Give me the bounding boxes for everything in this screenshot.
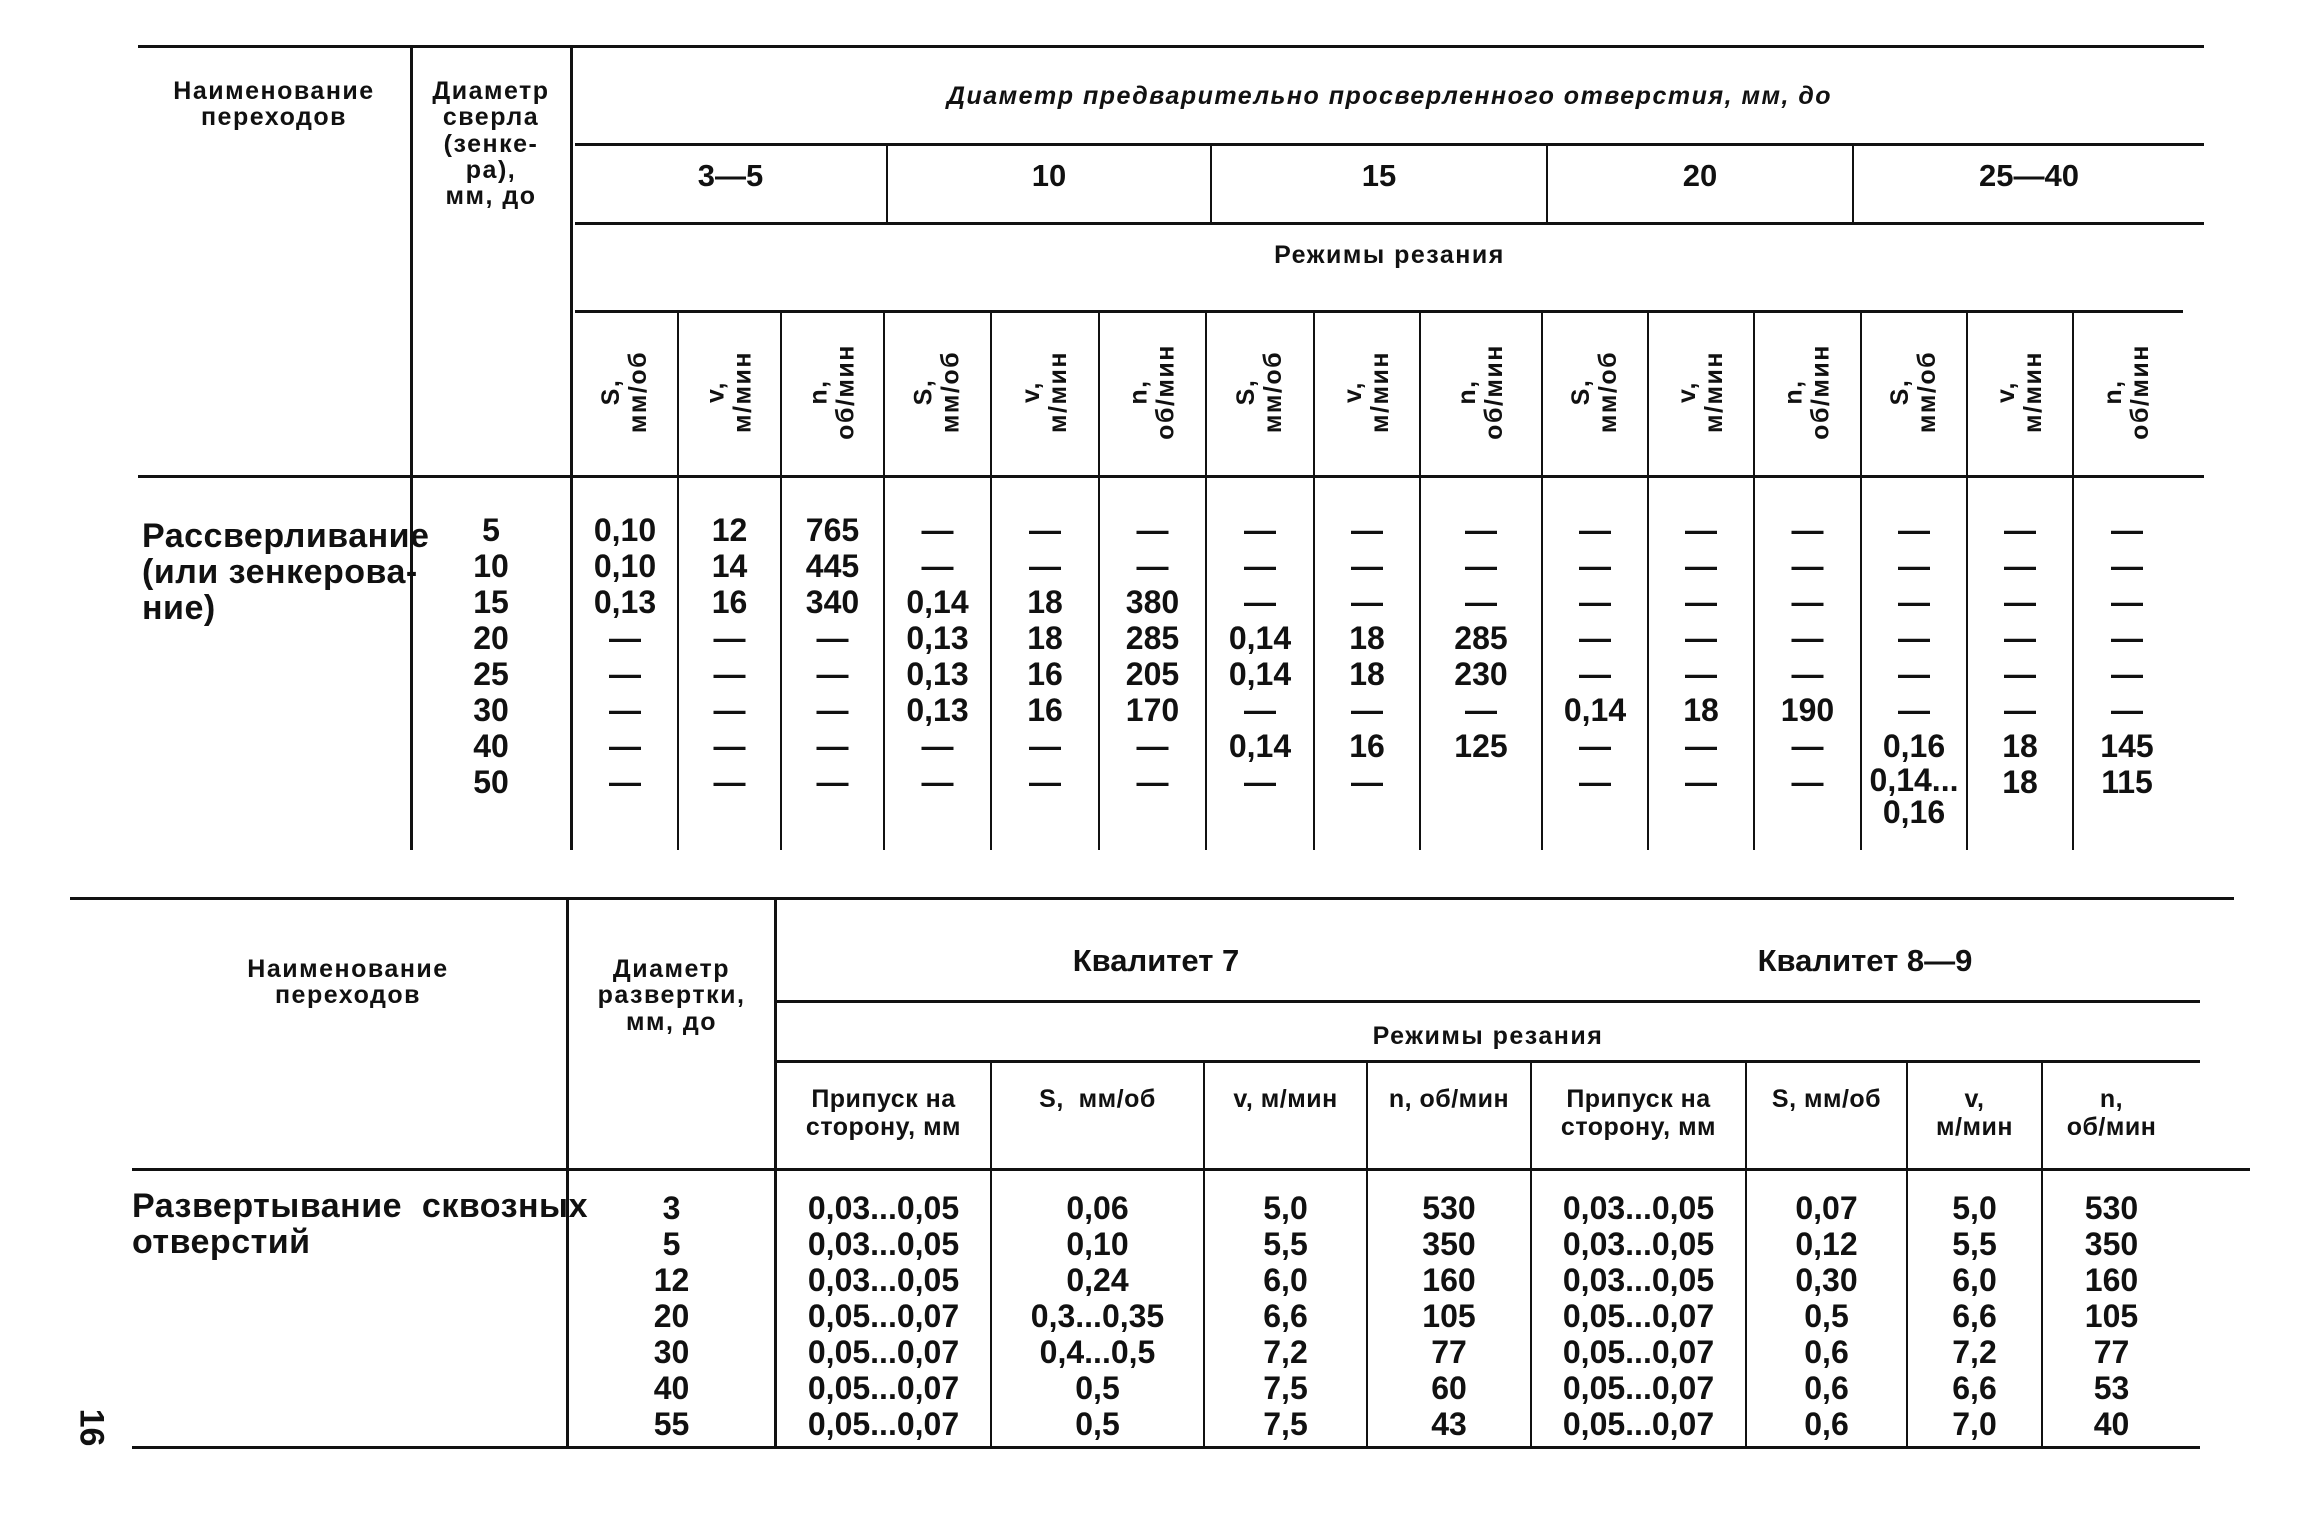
data-cell: 0,14 bbox=[1563, 692, 1627, 728]
data-cell: 0,03...0,05 bbox=[807, 1190, 960, 1226]
rule bbox=[575, 222, 2204, 225]
data-cell: — bbox=[2004, 584, 2036, 620]
data-cell: 7,2 bbox=[1263, 1334, 1308, 1370]
data-cell: — bbox=[1898, 656, 1930, 692]
range-header: 10 bbox=[1031, 158, 1067, 193]
data-cell: 12 bbox=[711, 512, 748, 548]
data-cell: 230 bbox=[1454, 656, 1508, 692]
sub-header: v, м/мин bbox=[1338, 351, 1394, 433]
row-diameter: 5 bbox=[662, 1226, 681, 1262]
data-cell: 0,03...0,05 bbox=[1562, 1226, 1715, 1262]
page-number: 16 bbox=[72, 1408, 111, 1447]
data-cell: — bbox=[1029, 728, 1061, 764]
data-cell: 530 bbox=[1422, 1190, 1476, 1226]
data-cell: 77 bbox=[1431, 1334, 1467, 1370]
data-cell: — bbox=[713, 764, 746, 800]
data-cell: — bbox=[1791, 548, 1824, 584]
data-cell: 0,10 bbox=[593, 548, 657, 584]
sub-header: n, об/мин bbox=[1779, 344, 1835, 440]
rule bbox=[575, 143, 2204, 146]
data-cell: — bbox=[609, 692, 641, 728]
data-cell: — bbox=[1898, 692, 1930, 728]
data-cell: 765 bbox=[805, 512, 860, 548]
data-cell: 0,14... 0,16 bbox=[1869, 762, 1959, 830]
data-cell: 530 bbox=[2084, 1190, 2139, 1226]
data-cell: 115 bbox=[2101, 764, 2153, 800]
sub-header: S, мм/об bbox=[909, 350, 965, 434]
data-cell: 0,03...0,05 bbox=[1562, 1262, 1715, 1298]
data-cell: — bbox=[1465, 584, 1497, 620]
data-cell: 105 bbox=[1422, 1298, 1476, 1334]
row-diameter: 10 bbox=[473, 548, 509, 584]
data-cell: 285 bbox=[1454, 620, 1508, 656]
data-cell: — bbox=[1136, 728, 1169, 764]
data-cell: — bbox=[2111, 584, 2143, 620]
data-cell: 18 bbox=[1349, 620, 1385, 656]
data-cell: — bbox=[1465, 692, 1497, 728]
sub-header: n, об/мин bbox=[1388, 1085, 1510, 1113]
data-cell: — bbox=[1579, 512, 1611, 548]
range-header: 3—5 bbox=[697, 158, 764, 193]
data-cell: 0,5 bbox=[1804, 1298, 1849, 1334]
data-cell: — bbox=[2004, 620, 2036, 656]
data-cell: 5,0 bbox=[1263, 1190, 1308, 1226]
data-cell: 350 bbox=[2084, 1226, 2139, 1262]
sub-header: n, об/мин bbox=[1452, 344, 1508, 440]
row-diameter: 40 bbox=[653, 1370, 690, 1406]
data-cell: 205 bbox=[1125, 656, 1180, 692]
data-cell: — bbox=[921, 728, 954, 764]
data-cell: 40 bbox=[2093, 1406, 2130, 1442]
data-cell: — bbox=[2111, 692, 2143, 728]
row-diameter: 25 bbox=[473, 656, 509, 692]
sub-header: Припуск на сторону, мм bbox=[805, 1085, 962, 1141]
data-cell: — bbox=[1579, 620, 1611, 656]
rule bbox=[776, 1000, 2200, 1003]
data-cell: — bbox=[1579, 764, 1611, 800]
data-cell: 0,4...0,5 bbox=[1039, 1334, 1156, 1370]
data-cell: 145 bbox=[2100, 728, 2154, 764]
data-cell: — bbox=[921, 512, 954, 548]
quality-7-header: Квалитет 7 bbox=[1072, 943, 1240, 978]
data-cell: 0,06 bbox=[1066, 1190, 1129, 1226]
data-cell: — bbox=[1029, 512, 1061, 548]
sub-header: v, м/мин bbox=[1991, 351, 2047, 433]
cutting-modes-header: Режимы резания bbox=[1372, 1022, 1604, 1050]
data-cell: — bbox=[816, 692, 849, 728]
data-cell: 0,6 bbox=[1804, 1406, 1849, 1442]
group-header-predrilled-diameter: Диаметр предварительно просверленного отверстия, мм, до bbox=[946, 82, 1833, 110]
data-cell: 6,0 bbox=[1952, 1262, 1997, 1298]
data-cell: — bbox=[2004, 512, 2036, 548]
sub-header: S, мм/об bbox=[1039, 1085, 1156, 1113]
data-cell: 0,10 bbox=[1066, 1226, 1129, 1262]
data-cell: — bbox=[1029, 548, 1061, 584]
data-cell: — bbox=[1244, 512, 1276, 548]
data-cell: 0,05...0,07 bbox=[1562, 1334, 1715, 1370]
rule bbox=[138, 45, 2204, 48]
data-cell: 170 bbox=[1125, 692, 1180, 728]
data-cell: — bbox=[1351, 584, 1383, 620]
data-cell: 77 bbox=[2093, 1334, 2130, 1370]
data-cell: 0,03...0,05 bbox=[807, 1262, 960, 1298]
data-cell: — bbox=[1029, 764, 1061, 800]
data-cell: 0,5 bbox=[1075, 1370, 1120, 1406]
data-cell: 7,5 bbox=[1263, 1406, 1308, 1442]
data-cell: — bbox=[713, 656, 746, 692]
cutting-modes-header: Режимы резания bbox=[1274, 241, 1505, 269]
column-header-operations: Наименование переходов bbox=[173, 77, 375, 132]
data-cell: — bbox=[1465, 512, 1497, 548]
data-cell: — bbox=[1685, 512, 1717, 548]
data-cell: 18 bbox=[1027, 584, 1063, 620]
data-cell: 285 bbox=[1125, 620, 1180, 656]
row-diameter: 30 bbox=[473, 692, 509, 728]
data-cell: — bbox=[1791, 620, 1824, 656]
data-cell: 6,0 bbox=[1263, 1262, 1308, 1298]
data-cell: — bbox=[816, 656, 849, 692]
data-cell: — bbox=[1244, 692, 1276, 728]
data-cell: 350 bbox=[1422, 1226, 1476, 1262]
data-cell: — bbox=[1351, 512, 1383, 548]
row-diameter: 20 bbox=[473, 620, 509, 656]
data-cell: — bbox=[816, 620, 849, 656]
data-cell: — bbox=[1465, 548, 1497, 584]
data-cell: 0,3...0,35 bbox=[1030, 1298, 1165, 1334]
row-diameter: 12 bbox=[653, 1262, 690, 1298]
range-header: 20 bbox=[1682, 158, 1718, 193]
data-cell: — bbox=[921, 764, 954, 800]
data-cell: — bbox=[1685, 764, 1717, 800]
data-cell: — bbox=[1791, 584, 1824, 620]
data-cell: 190 bbox=[1780, 692, 1835, 728]
data-cell: — bbox=[1898, 584, 1930, 620]
data-cell: — bbox=[609, 656, 641, 692]
data-cell: 0,05...0,07 bbox=[807, 1406, 960, 1442]
data-cell: — bbox=[2111, 620, 2143, 656]
data-cell: 0,6 bbox=[1804, 1334, 1849, 1370]
data-cell: 18 bbox=[1027, 620, 1063, 656]
data-cell: — bbox=[609, 728, 641, 764]
row-diameter: 55 bbox=[653, 1406, 690, 1442]
sub-header: v, м/мин bbox=[701, 351, 757, 433]
sub-header: S, мм/об bbox=[1771, 1085, 1882, 1113]
data-cell: — bbox=[1579, 548, 1611, 584]
data-cell: 0,30 bbox=[1795, 1262, 1858, 1298]
data-cell: — bbox=[609, 764, 641, 800]
data-cell: 0,13 bbox=[906, 692, 969, 728]
data-cell: 160 bbox=[2084, 1262, 2139, 1298]
row-diameter: 20 bbox=[653, 1298, 690, 1334]
data-cell: 0,6 bbox=[1804, 1370, 1849, 1406]
data-cell: — bbox=[1136, 548, 1169, 584]
data-cell: — bbox=[1351, 692, 1383, 728]
data-cell: — bbox=[2111, 512, 2143, 548]
data-cell: 0,16 bbox=[1882, 728, 1946, 764]
data-cell: 0,07 bbox=[1795, 1190, 1858, 1226]
data-cell: — bbox=[2004, 692, 2036, 728]
data-cell: 0,13 bbox=[593, 584, 657, 620]
data-cell: — bbox=[1579, 584, 1611, 620]
sub-header: v, м/мин bbox=[1016, 351, 1072, 433]
sub-header: n, об/мин bbox=[2066, 1085, 2157, 1141]
data-cell: 7,5 bbox=[1263, 1370, 1308, 1406]
data-cell: — bbox=[1791, 512, 1824, 548]
data-cell: — bbox=[1685, 620, 1717, 656]
data-cell: 0,5 bbox=[1075, 1406, 1120, 1442]
rule bbox=[138, 475, 2204, 478]
sub-header: S, мм/об bbox=[1885, 350, 1941, 434]
data-cell: — bbox=[1898, 548, 1930, 584]
data-cell: 18 bbox=[1349, 656, 1385, 692]
data-cell: 0,14 bbox=[906, 584, 969, 620]
data-cell: — bbox=[1136, 512, 1169, 548]
data-cell: — bbox=[1244, 764, 1276, 800]
quality-8-9-header: Квалитет 8—9 bbox=[1757, 943, 1973, 978]
sub-header: n, об/мин bbox=[804, 344, 860, 440]
data-cell: 18 bbox=[2002, 728, 2038, 764]
data-cell: 105 bbox=[2084, 1298, 2139, 1334]
data-cell: — bbox=[2111, 548, 2143, 584]
sub-header: v, м/мин bbox=[1233, 1085, 1338, 1113]
data-cell: 0,12 bbox=[1795, 1226, 1858, 1262]
data-cell: 0,05...0,07 bbox=[807, 1298, 960, 1334]
data-cell: 445 bbox=[805, 548, 860, 584]
data-cell: — bbox=[921, 548, 954, 584]
data-cell: 0,13 bbox=[906, 656, 969, 692]
range-header: 25—40 bbox=[1979, 158, 2079, 193]
data-cell: 16 bbox=[1027, 656, 1063, 692]
data-cell: 5,5 bbox=[1952, 1226, 1997, 1262]
data-cell: 7,0 bbox=[1952, 1406, 1997, 1442]
data-cell: 0,05...0,07 bbox=[807, 1370, 960, 1406]
data-cell: 0,14 bbox=[1228, 728, 1292, 764]
row-diameter: 40 bbox=[473, 728, 509, 764]
data-cell: 0,03...0,05 bbox=[807, 1226, 960, 1262]
data-cell: — bbox=[713, 728, 746, 764]
data-cell: 340 bbox=[805, 584, 860, 620]
data-cell: 14 bbox=[711, 548, 748, 584]
data-cell: 5,5 bbox=[1263, 1226, 1308, 1262]
data-cell: 0,05...0,07 bbox=[1562, 1298, 1715, 1334]
data-cell: — bbox=[1579, 728, 1611, 764]
data-cell: — bbox=[1685, 584, 1717, 620]
data-cell: 7,2 bbox=[1952, 1334, 1997, 1370]
rule bbox=[410, 45, 413, 850]
data-cell: 0,10 bbox=[593, 512, 657, 548]
data-cell: 16 bbox=[711, 584, 748, 620]
column-header-operations: Наименование переходов bbox=[247, 955, 449, 1010]
rule bbox=[70, 897, 2234, 900]
data-cell: — bbox=[1136, 764, 1169, 800]
data-cell: — bbox=[1244, 548, 1276, 584]
sub-header: n, об/мин bbox=[2098, 344, 2154, 440]
row-diameter: 3 bbox=[662, 1190, 681, 1226]
sub-header: Припуск на сторону, мм bbox=[1560, 1085, 1717, 1141]
sub-header: S, мм/об bbox=[1566, 350, 1622, 434]
data-cell: — bbox=[1685, 728, 1717, 764]
data-cell: 125 bbox=[1454, 728, 1508, 764]
data-cell: 0,24 bbox=[1066, 1262, 1129, 1298]
data-cell: 18 bbox=[1683, 692, 1719, 728]
data-cell: — bbox=[816, 728, 849, 764]
sub-header: v, м/мин bbox=[1936, 1085, 2013, 1141]
data-cell: — bbox=[713, 692, 746, 728]
data-cell: 0,14 bbox=[1228, 620, 1292, 656]
data-cell: — bbox=[609, 620, 641, 656]
data-cell: 380 bbox=[1125, 584, 1180, 620]
sub-header: n, об/мин bbox=[1124, 344, 1180, 440]
data-cell: — bbox=[2004, 656, 2036, 692]
data-cell: 60 bbox=[1431, 1370, 1467, 1406]
data-cell: 0,14 bbox=[1228, 656, 1292, 692]
data-cell: — bbox=[2111, 656, 2143, 692]
data-cell: 43 bbox=[1431, 1406, 1467, 1442]
data-cell: 6,6 bbox=[1952, 1298, 1997, 1334]
row-diameter: 30 bbox=[653, 1334, 690, 1370]
data-cell: 6,6 bbox=[1952, 1370, 1997, 1406]
row-diameter: 15 bbox=[473, 584, 509, 620]
data-cell: — bbox=[1685, 656, 1717, 692]
data-cell: — bbox=[1898, 512, 1930, 548]
rule bbox=[132, 1168, 2250, 1171]
data-cell: — bbox=[1685, 548, 1717, 584]
rule bbox=[575, 310, 2183, 313]
sub-header: S, мм/об bbox=[1231, 350, 1287, 434]
data-cell: — bbox=[1791, 656, 1824, 692]
row-diameter: 5 bbox=[482, 512, 500, 548]
row-diameter: 50 bbox=[473, 764, 509, 800]
range-header: 15 bbox=[1361, 158, 1397, 193]
data-cell: 6,6 bbox=[1263, 1298, 1308, 1334]
data-cell: 0,13 bbox=[906, 620, 969, 656]
data-cell: — bbox=[1579, 656, 1611, 692]
data-cell: — bbox=[1351, 548, 1383, 584]
data-cell: — bbox=[1898, 620, 1930, 656]
operation-name: Развертывание сквозных отверстий bbox=[132, 1187, 589, 1261]
data-cell: 18 bbox=[2002, 764, 2038, 800]
data-cell: 160 bbox=[1422, 1262, 1476, 1298]
data-cell: 16 bbox=[1349, 728, 1385, 764]
data-cell: — bbox=[1791, 764, 1824, 800]
column-header-diameter: Диаметр сверла (зенке- ра), мм, до bbox=[432, 77, 550, 210]
data-cell: — bbox=[1351, 764, 1383, 800]
data-cell: 53 bbox=[2093, 1370, 2130, 1406]
data-cell: 0,05...0,07 bbox=[1562, 1406, 1715, 1442]
data-cell: 0,05...0,07 bbox=[1562, 1370, 1715, 1406]
data-cell: 0,03...0,05 bbox=[1562, 1190, 1715, 1226]
data-cell: — bbox=[1244, 584, 1276, 620]
data-cell: — bbox=[816, 764, 849, 800]
data-cell: 5,0 bbox=[1952, 1190, 1997, 1226]
sub-header: v, м/мин bbox=[1672, 351, 1728, 433]
data-cell: 0,05...0,07 bbox=[807, 1334, 960, 1370]
data-cell: — bbox=[713, 620, 746, 656]
data-cell: — bbox=[1791, 728, 1824, 764]
column-header-reamer-diameter: Диаметр развертки, мм, до bbox=[597, 955, 746, 1036]
sub-header: S, мм/об bbox=[596, 350, 652, 434]
operation-name: Рассверливание (или зенкерова- ние) bbox=[142, 517, 430, 627]
data-cell: 16 bbox=[1027, 692, 1063, 728]
rule bbox=[132, 1446, 2200, 1449]
data-cell: — bbox=[2004, 548, 2036, 584]
